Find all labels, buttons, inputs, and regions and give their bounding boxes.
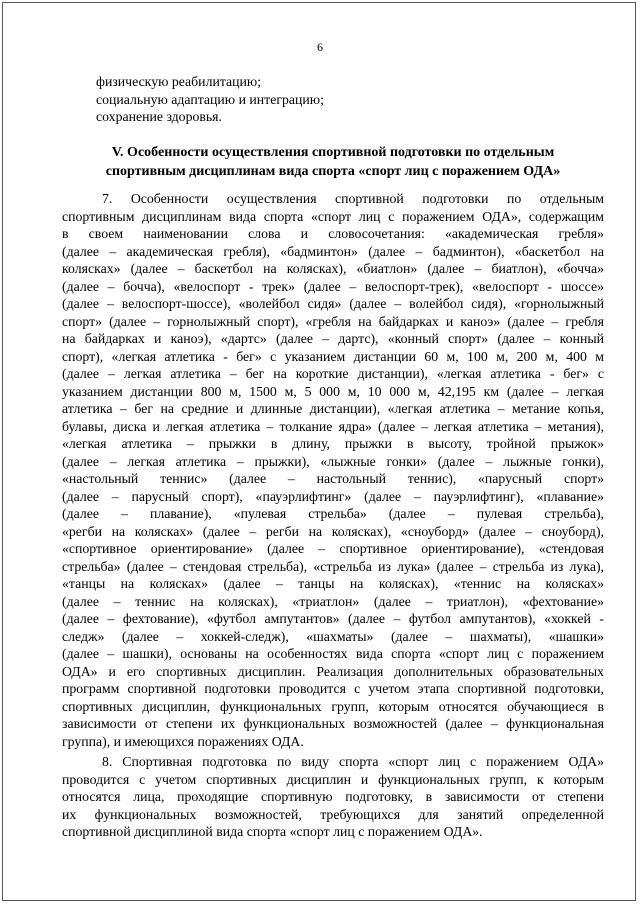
paragraph-line: следж» (далее – хоккей-следж), «шахматы» (далее – шахматы), «шашки» — [62, 628, 604, 644]
paragraph-line: относятся лица, проходящие спортивную подготовку, в зависимости от степени — [62, 789, 604, 804]
paragraph-line: на байдарках и каноэ), «дартс» (далее – дартс), «конный спорт» (далее – конный — [62, 331, 604, 346]
paragraph-line: (далее – фехтование), «футбол ампутантов» (далее – футбол ампутантов), «хоккей - — [62, 611, 604, 626]
paragraph-line: «настольный теннис» (далее – настольный теннис), «парусный спорт» — [62, 471, 604, 486]
paragraph-line: «спортивное ориентирование» (далее – спортивное ориентирование), «стендовая — [62, 541, 604, 556]
paragraph-line: 7. Особенности осуществления спортивной подготовки по отдельным — [102, 191, 604, 206]
paragraph-line: программ спортивной подготовки проводится с учетом этапа спортивной подготовки, — [62, 681, 604, 696]
paragraph-line: в своем наименовании слова и словосочетания: «академическая гребля» — [62, 226, 604, 241]
paragraph-line: их функциональных возможностей, требующихся для занятий определенной — [62, 806, 604, 822]
paragraph-line: «танцы на колясках» (далее – танцы на колясках), «теннис на колясках» — [62, 576, 604, 591]
paragraph-line: указанием дистанции 800 м, 1500 м, 5 000 м, 10 000 м, 42,195 км (далее – легкая — [62, 383, 604, 399]
paragraph-line: «легкая атлетика – прыжки в длину, прыжки в высоту, тройной прыжок» — [62, 436, 604, 451]
paragraph-line: стрельба» (далее – стендовая стрельба), «стрельба из лука» (далее – стрельба из лука), — [62, 558, 604, 574]
paragraph-7 — [62, 190, 604, 750]
paragraph-line: (далее – теннис на колясках), «триатлон» (далее – триатлон), «фехтование» — [62, 593, 604, 609]
paragraph-line: «регби на колясках» (далее – регби на колясках), «сноуборд» (далее – сноуборд), — [62, 523, 604, 539]
paragraph-line: проводится с учетом спортивных дисциплин и функциональных групп, к которым — [62, 771, 604, 787]
paragraph-line: (далее – шашки), основаны на особенностях вида спорта «спорт лиц с поражением — [62, 646, 604, 661]
list-item: физическую реабилитацию; — [96, 74, 262, 89]
paragraph-line: группа), и имеющихся поражениях ОДА. — [62, 733, 304, 749]
paragraph-line: спортивным дисциплинам вида спорта «спорт лиц с поражением ОДА», содержащим — [62, 208, 604, 224]
paragraph-line: (далее – академическая гребля), «бадминтон» (далее – бадминтон), «баскетбол на — [62, 243, 604, 259]
paragraph-line: (далее – бочча), «велоспорт - трек» (далее – велоспорт-трек), «велоспорт - шоссе» — [62, 278, 604, 294]
paragraph-line: колясках» (далее – баскетбол на колясках), «биатлон» (далее – биатлон), «бочча» — [62, 261, 604, 276]
list-item: социальную адаптацию и интеграцию; — [96, 91, 324, 107]
paragraph-line: атлетика – бег на средние и длинные дистанции), «легкая атлетика – метание копья, — [62, 401, 604, 416]
paragraph-line: зависимости от степени их функциональных возможностей (далее – функциональная — [62, 716, 604, 731]
paragraph-line: (далее – велоспорт-шоссе), «волейбол сидя» (далее – волейбол сидя), «горнолыжный — [62, 296, 604, 311]
page-number: 6 — [317, 40, 323, 54]
paragraph-line: 8. Спортивная подготовка по виду спорта «спорт лиц с поражением ОДА» — [102, 754, 604, 769]
section-title — [62, 143, 604, 181]
paragraph-line: (далее – легкая атлетика – бег на короткие дистанции), «легкая атлетика - бег» с — [62, 366, 604, 381]
section-title-line: спортивным дисциплинам вида спорта «спорт лиц с поражением ОДА» — [105, 164, 561, 179]
paragraph-line: спортивной дисциплиной вида спорта «спорт лиц с поражением ОДА». — [62, 824, 483, 839]
paragraph-line: спортивных дисциплин, функциональных групп, которым относятся обучающиеся в — [62, 698, 604, 714]
paragraph-line: спорт), «легкая атлетика - бег» с указанием дистанции 60 м, 100 м, 200 м, 400 м — [62, 348, 604, 364]
paragraph-8 — [62, 753, 604, 841]
list-item: сохранение здоровья. — [96, 109, 222, 124]
paragraph-line: (далее – легкая атлетика – прыжки), «лыжные гонки» (далее – лыжные гонки), — [62, 453, 604, 469]
paragraph-line: ОДА» и его спортивных дисциплин. Реализация дополнительных образовательных — [62, 663, 604, 679]
paragraph-line: булавы, диска и легкая атлетика – толкание ядра» (далее – легкая атлетика – метания), — [62, 418, 604, 434]
paragraph-line: (далее – парусный спорт), «пауэрлифтинг» (далее – пауэрлифтинг), «плавание» — [62, 488, 604, 504]
section-title-line: V. Особенности осуществления спортивной подготовки по отдельным — [111, 145, 555, 160]
paragraph-line: спорт» (далее – горнолыжный спорт), «гребля на байдарках и каноэ» (далее – гребля — [62, 313, 604, 329]
list-block — [62, 73, 604, 126]
paragraph-line: (далее – плавание), «пулевая стрельба» (далее – пулевая стрельба), — [62, 506, 604, 521]
